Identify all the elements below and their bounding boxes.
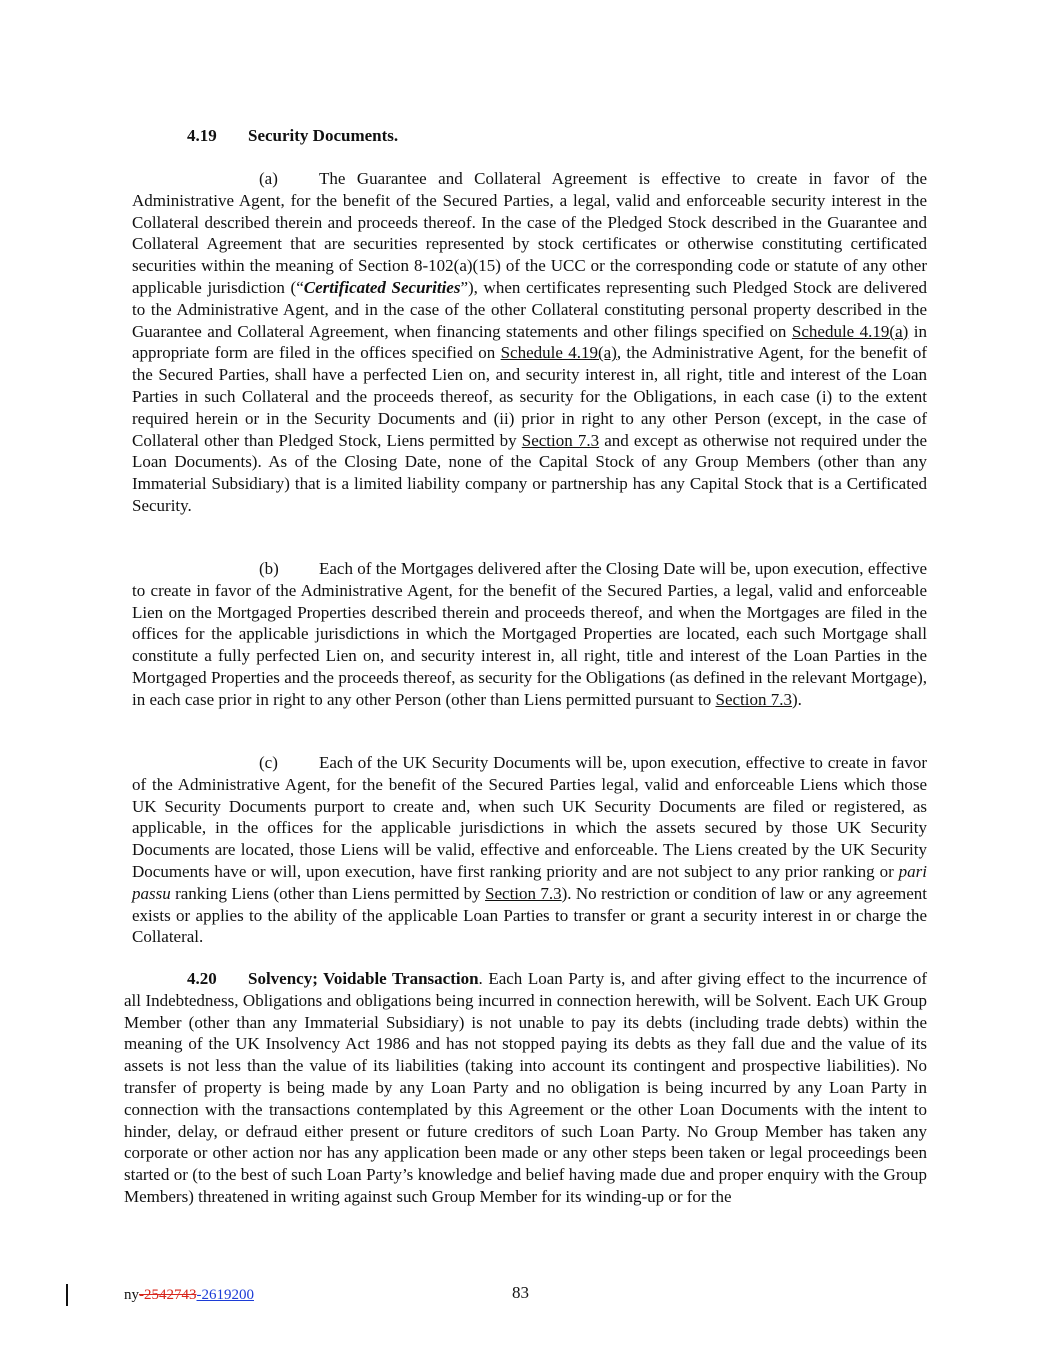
title-period: . xyxy=(478,969,483,988)
text-run: Each of the Mortgages delivered after the Closing Date will be, upon execution, effective to create in favor of the Administrative Agent, for the benefit of the Secured Parties, a legal, valid and enforceable Lien on the Mortgaged Properties described therein and proceeds thereof, and when the Mortgages are filed in the offices for the applicable jurisdictions in which the Mortgaged Properties are located, each such Mortgage shall constitute a fully perfected Lien on, and security interest in, all right, title and interest of the Loan Parties in the Mortgaged Properties and the proceeds thereof, as security for the Obligations (as defined in the relevant Mortgage), in each case prior in right to any other Person (other than Liens permitted pursuant to xyxy=(132,559,927,709)
paragraph-a xyxy=(132,168,927,517)
cross-reference: Section 7.3 xyxy=(521,430,600,450)
paragraph-c xyxy=(132,752,927,948)
section-4-20 xyxy=(124,968,927,1208)
text-run: Each Loan Party is, and after giving effect to the incurrence of all Indebtedness, Obligations and obligations being incurred in connection herewith, will be Solvent. Each UK Group Member (other than any Immaterial Subsidiary) is not unable to pay its debts (including trade debts) within the meaning of the UK Insolvency Act 1986 and has not stopped paying its debts as they fall due and the value of its assets is not less than the value of its liabilities (taking into account its contingent and prospective liabilities). No transfer of property is being made by any Loan Party and no obligation is being incurred by any Loan Party in connection with the transactions contemplated by this Agreement or the other Loan Documents with the intent to hinder, delay, or defraud either present or future creditors of such Loan Party. No Group Member has taken any corporate or other action nor has any application been made or any other steps been taken or legal proceedings been started or (to the best of such Loan Party’s knowledge and belief having made due and proper enquiry with the Group Members) threatened in writing against such Group Member for its winding-up or for the xyxy=(124,969,927,1206)
cross-reference: Section 7.3 xyxy=(485,883,562,903)
text-run: ). xyxy=(792,689,802,709)
deleted-doc-id: -2542743 xyxy=(139,1287,197,1303)
cross-reference: Schedule 4.19(a) xyxy=(500,343,617,363)
text-run: , the Administrative Agent, for the benefit of the Secured Parties, shall have a perfected Lien on, and security interest in, all right, title and interest of the Loan Parties in such Collateral and the proceeds thereof, as security for the Obligations, in each case (i) to the extent required herein or in the Security Documents and (ii) prior in right to any other Person (except, in the case of Collateral other than Pledged Stock, Liens permitted by xyxy=(132,343,928,450)
defined-term: Certificated Securities xyxy=(303,277,461,297)
text-run: ranking Liens (other than Liens permitted by xyxy=(170,883,486,903)
latin-term: pari passu xyxy=(132,861,927,903)
text-run: and except as otherwise not required under the Loan Documents). As of the Closing Date, none of the Capital Stock of any Group Members (other than any Immaterial Subsidiary) that is a limited liability company or partnership has any Capital Stock that is a Certificated Security. xyxy=(132,430,927,515)
document-id xyxy=(124,1287,254,1304)
section-4-19-heading xyxy=(187,126,398,146)
text-run: The Guarantee and Collateral Agreement is effective to create in favor of the Administrative Agent, for the benefit of the Secured Parties, a legal, valid and enforceable security interest in the Collateral described therein and proceeds thereof. In the case of the Pledged Stock described in the Guarantee and Collateral Agreement that are securities represented by stock certificates or otherwise constituting certificated securities within the meaning of Section 8-102(a)(15) of the UCC or the corresponding code or statute of any other applicable jurisdiction (“ xyxy=(132,169,927,297)
section-number: 4.19 xyxy=(187,126,217,145)
section-number: 4.20 xyxy=(187,969,217,988)
cross-reference: Section 7.3 xyxy=(715,689,793,709)
text-run: in appropriate form are filed in the offices specified on xyxy=(132,321,928,363)
doc-id-prefix: ny xyxy=(124,1287,139,1303)
paragraph-b xyxy=(132,558,927,711)
paragraph-label: (c) xyxy=(259,753,278,772)
paragraph-label: (b) xyxy=(259,559,279,578)
text-run: ). No restriction or condition of law or any agreement exists or applies to the ability of the applicable Loan Parties to transfer or grant a security interest in or charge the Collateral. xyxy=(132,883,928,947)
paragraph-label: (a) xyxy=(259,169,278,188)
inserted-doc-id: -2619200 xyxy=(196,1287,254,1303)
text-run: Each of the UK Security Documents will be, upon execution, effective to create in favor of the Administrative Agent, for the benefit of the Secured Parties legal, valid and enforceable Liens which those UK Security Documents purport to create and, when such UK Security Documents are filed or registered, as applicable, in the offices for the applicable jurisdictions in which the assets secured by those UK Security Documents are located, those Liens will be valid, effective and enforceable. The Liens created by the UK Security Documents have or will, upon execution, have first ranking priority and are not subject to any prior ranking or xyxy=(132,753,927,881)
section-title: Security Documents. xyxy=(248,126,399,145)
section-title: Solvency; Voidable Transaction xyxy=(248,969,479,988)
page-number: 83 xyxy=(512,1283,529,1302)
text-run: ”), when certificates representing such Pledged Stock are delivered to the Administrative Agent, and in the case of the other Collateral constituting personal property described in the Guarantee and Collateral Agreement, when financing statements and other filings specified on xyxy=(132,277,927,341)
cross-reference: Schedule 4.19(a) xyxy=(791,321,909,341)
change-bar xyxy=(66,1284,68,1306)
